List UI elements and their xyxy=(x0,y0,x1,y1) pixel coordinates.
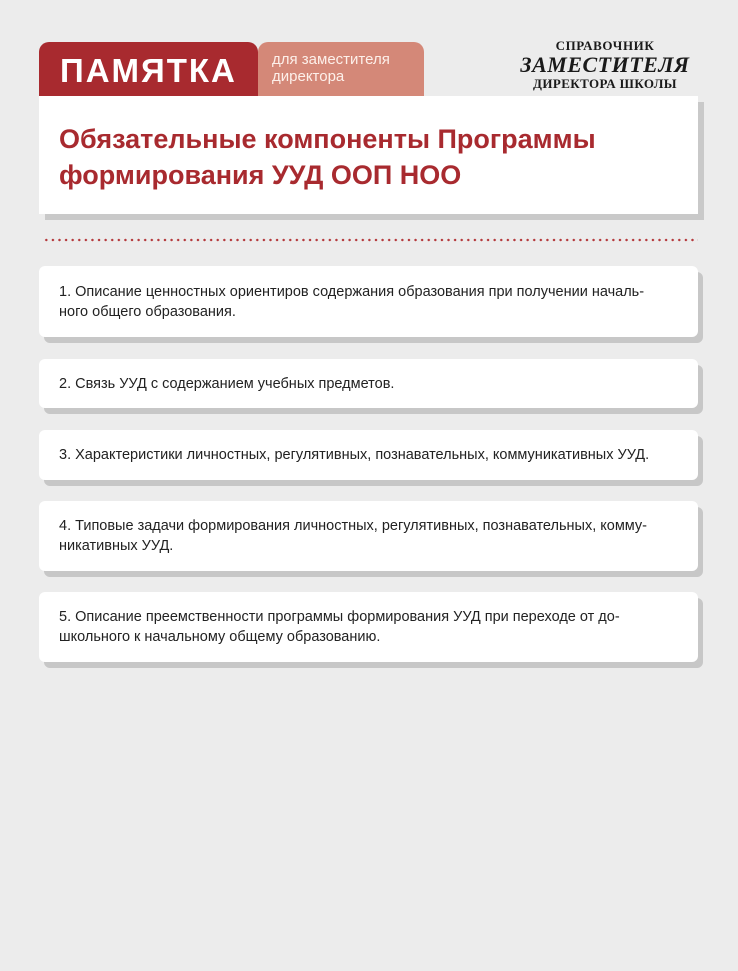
logo-line-1: СПРАВОЧНИК xyxy=(555,38,655,53)
list-item xyxy=(39,359,698,408)
item-4-line-1: 4. Типовые задачи формирования личностных, регулятивных, познавательных, комму- xyxy=(59,518,648,534)
item-2-line-1: 2. Связь УУД с содержанием учебных предметов. xyxy=(59,375,395,392)
audience-line-2: директора xyxy=(272,68,345,85)
item-3-line-1: 3. Характеристики личностных, регулятивных, познавательных, коммуникативных УУД. xyxy=(59,447,650,463)
publication-logo xyxy=(505,38,705,92)
list-item xyxy=(39,592,698,662)
page-title xyxy=(59,121,679,193)
list-item xyxy=(39,501,698,571)
item-1-line-1: 1. Описание ценностных ориентиров содержания образования при получении началь- xyxy=(59,283,645,300)
list-item xyxy=(39,430,698,480)
item-5-line-2: школьного к начальному общему образованию. xyxy=(59,629,381,645)
dotted-divider xyxy=(43,238,698,242)
title-line-2: формирования УУД ООП НОО xyxy=(59,160,462,190)
memo-tab-label: ПАМЯТКА xyxy=(60,52,237,89)
item-5-line-1: 5. Описание преемственности программы формирования УУД при переходе от до- xyxy=(59,609,620,625)
item-1-line-2: ного общего образования. xyxy=(59,303,236,320)
audience-line-1: для заместителя xyxy=(272,51,390,68)
logo-line-3: ДИРЕКТОРА ШКОЛЫ xyxy=(533,76,677,91)
list-item xyxy=(39,266,698,337)
item-4-line-2: никативных УУД. xyxy=(59,538,174,554)
title-line-1: Обязательные компоненты Программы xyxy=(59,124,596,154)
logo-line-2: ЗАМЕСТИТЕЛЯ xyxy=(520,52,690,77)
title-card xyxy=(39,96,698,214)
memo-tab xyxy=(39,42,258,96)
audience-tab xyxy=(258,42,424,96)
